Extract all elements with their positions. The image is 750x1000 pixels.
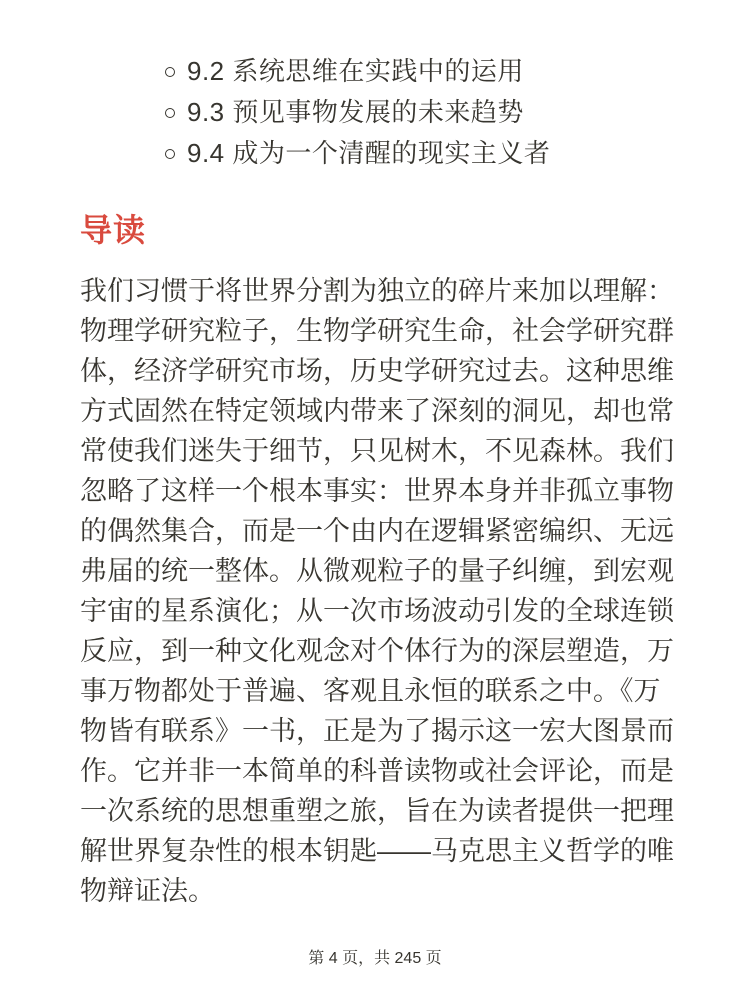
toc-item	[80, 92, 750, 133]
toc-item	[80, 51, 750, 92]
toc-list	[0, 0, 750, 174]
page-number-footer: 第 4 页，共 245 页	[308, 950, 442, 967]
toc-item	[80, 133, 750, 174]
circle-bullet-icon	[165, 67, 175, 77]
toc-item-label: 9.3 预见事物发展的未来趋势	[187, 97, 524, 127]
toc-item-label: 9.2 系统思维在实践中的运用	[187, 56, 524, 86]
body-paragraph: 我们习惯于将世界分割为独立的碎片来加以理解：物理学研究粒子，生物学研究生命，社会学研究群体，经济学研究市场，历史学研究过去。这种思维方式固然在特定领域内带来了深刻的洞见，却也常常使我们迷失于细节，只见树木，不见森林。我们忽略了这样一个根本事实：世界本身并非孤立事物的偶然集合，而是一个由内在逻辑紧密编织、无远弗届的统一整体。从微观粒子的量子纠缠，到宏观宇宙的星系演化；从一次市场波动引发的全球连锁反应，到一种文化观念对个体行为的深层塑造，万事万物都处于普遍、客观且永恒的联系之中。《万物皆有联系》一书，正是为了揭示这一宏大图景而作。它并非一本简单的科普读物或社会评论，而是一次系统的思想重塑之旅，旨在为读者提供一把理解世界复杂性的根本钥匙——马克思主义哲学的唯物辩证法。	[80, 276, 674, 906]
section-heading: 导读	[80, 212, 147, 248]
circle-bullet-icon	[165, 108, 175, 118]
circle-bullet-icon	[165, 149, 175, 159]
toc-item-label: 9.4 成为一个清醒的现实主义者	[187, 138, 551, 168]
